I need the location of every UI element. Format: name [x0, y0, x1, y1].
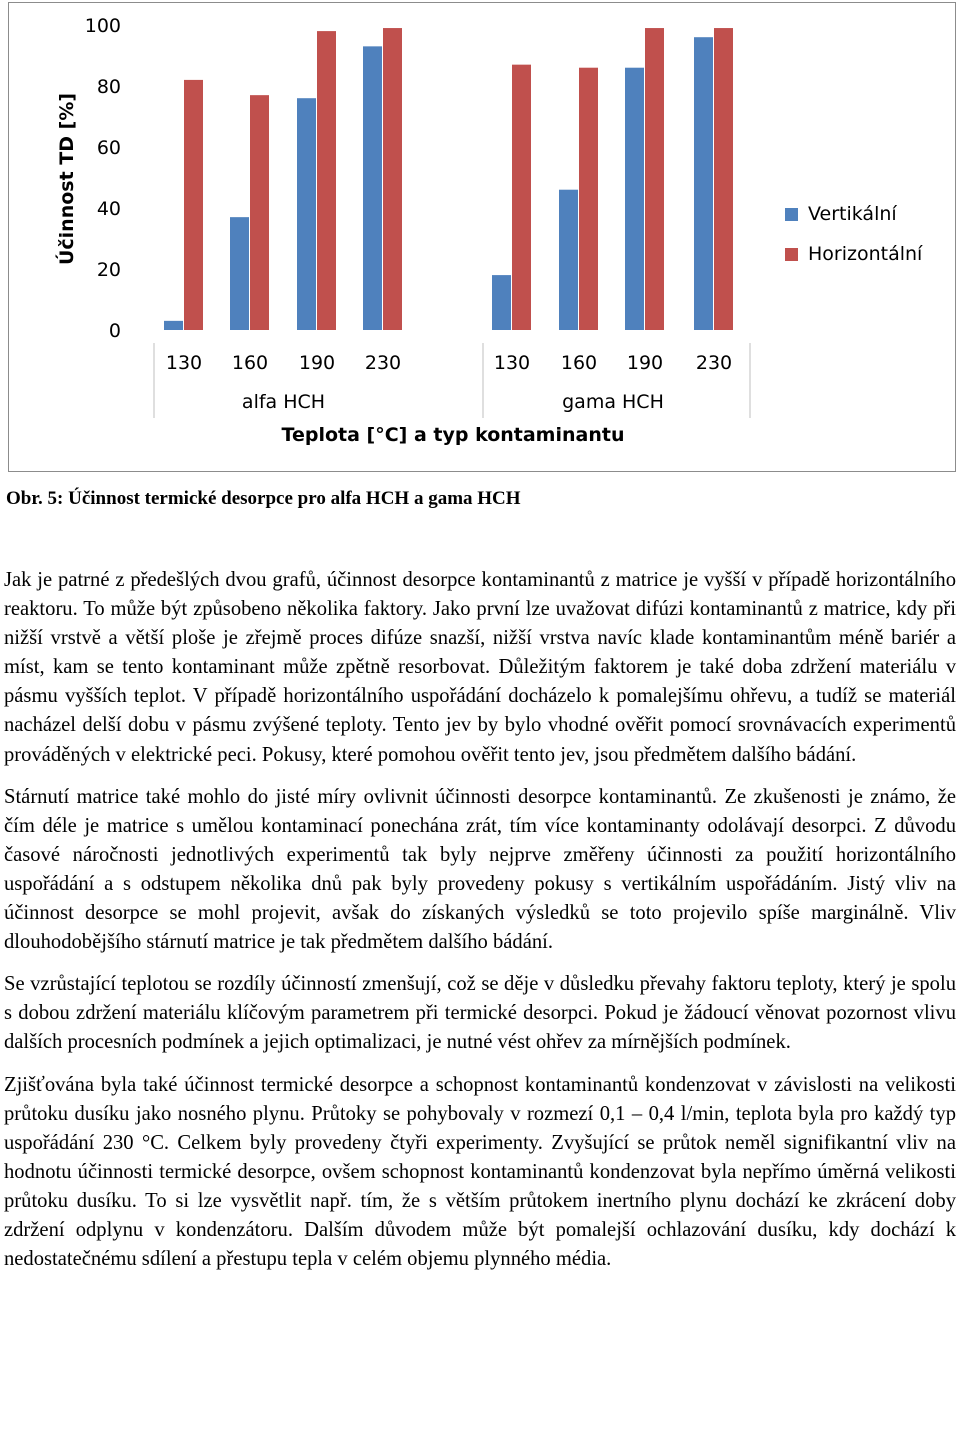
bar-vertikální — [492, 275, 511, 330]
legend-label: Vertikální — [808, 203, 897, 225]
group-label: alfa HCH — [241, 391, 326, 413]
bar-horizontální — [317, 31, 336, 330]
bar-vertikální — [625, 68, 644, 330]
x-tick-label: 230 — [364, 352, 402, 374]
caption-label: Obr. 5: — [6, 488, 64, 509]
y-axis-label: Účinnost TD [%] — [56, 92, 78, 266]
legend-label: Horizontální — [808, 243, 923, 265]
caption-text: Účinnost termické desorpce pro alfa HCH a gama HCH — [68, 488, 521, 509]
y-tick-label: 60 — [96, 137, 121, 159]
x-tick-label: 230 — [695, 352, 733, 374]
bar-horizontální — [714, 28, 733, 330]
bar-chart — [9, 3, 954, 470]
figure-caption — [6, 488, 954, 510]
legend-swatch — [785, 208, 798, 221]
paragraph: Jak je patrné z předešlých dvou grafů, účinnost desorpce kontaminantů z matrice je vyšší v případě horizontálního reaktoru. To může být způsobeno několika faktory. Jako první lze uvažovat difúzi kontaminantů z matrice, kdy při nižší vrstvě a větší ploše je zřejmě proces difúze snazší, nižší vrstva navíc klade kontaminantům méně bariér a míst, kam se tento kontaminant může zpětně resorbovat. Důležitým faktorem je také doba zdržení materiálu v pásmu vyšších teplot. V případě horizontálního uspořádání docházelo k pomalejšímu ohřevu, a tudíž se materiál nacházel delší dobu v pásmu zvýšené teploty. Tento jev by bylo vhodné ověřit pomocí srovnávacích experimentů prováděných v elektrické peci. Pokusy, které pomohou ověřit tento jev, jsou předmětem dalšího bádání. — [4, 569, 956, 766]
bar-horizontální — [250, 95, 269, 330]
paragraph: Zjišťována byla také účinnost termické desorpce a schopnost kontaminantů kondenzovat v závislosti na velikosti průtoku dusíku jako nosného plynu. Průtoky se pohybovaly v rozmezí 0,1 – 0,4 l/min, teplota byla pro každý typ uspořádání 230 °C. Celkem byly provedeny čtyři experimenty. Zvyšující se průtok neměl signifikantní vliv na hodnotu účinnosti termické desorpce, ovšem schopnost kontaminantů kondenzovat byla nepřímo úměrná velikosti průtoku dusíku. To si lze vysvětlit např. tím, že s větším průtokem inertního plynu dochází ke zkrácení doby zdržení odplynu v kondenzátoru. Dalším důvodem může být pomalejší ochlazování dusíku, kdy dochází k nedostatečnému sdílení a přestupu tepla v celém objemu plynného média. — [4, 1073, 956, 1271]
bar-horizontální — [383, 28, 402, 330]
y-tick-label: 20 — [96, 259, 121, 281]
x-tick-label: 160 — [560, 352, 598, 374]
group-label: gama HCH — [562, 391, 664, 413]
bar-vertikální — [230, 217, 249, 330]
x-tick-label: 190 — [298, 352, 336, 374]
y-tick-label: 100 — [84, 15, 121, 37]
x-axis-label: Teplota [°C] a typ kontaminantu — [281, 424, 625, 446]
figure-frame — [8, 2, 956, 472]
x-tick-label: 190 — [626, 352, 664, 374]
legend-swatch — [785, 248, 798, 261]
x-tick-label: 130 — [493, 352, 531, 374]
y-tick-label: 80 — [96, 76, 121, 98]
x-tick-label: 160 — [231, 352, 269, 374]
bar-vertikální — [694, 37, 713, 330]
paragraph: Se vzrůstající teplotou se rozdíly účinností zmenšují, což se děje v důsledku převahy faktoru teploty, který je spolu s dobou zdržení materiálu klíčovým parametrem při termické desorpci. Pokud je žádoucí věnovat pozornost vlivu dalších procesních podmínek a jejich optimalizaci, je nutné vést ohřev za mírnějších podmínek. — [4, 973, 956, 1054]
bar-vertikální — [297, 98, 316, 330]
bar-vertikální — [164, 321, 183, 330]
x-tick-label: 130 — [165, 352, 203, 374]
bar-horizontální — [184, 80, 203, 330]
y-tick-label: 40 — [96, 198, 121, 220]
bar-vertikální — [559, 190, 578, 330]
body-text — [4, 566, 956, 1287]
bar-horizontální — [512, 65, 531, 330]
bar-horizontální — [579, 68, 598, 330]
paragraph: Stárnutí matrice také mohlo do jisté míry ovlivnit účinnosti desorpce kontaminantů. Ze zkušenosti je známo, že čím déle je matrice s umělou kontaminací ponechána zrát, tím více kontaminanty odolávají desorpci. Z důvodu časové náročnosti jednotlivých experimentů tak byly nejprve změřeny účinnosti za použití horizontálního uspořádání a s odstupem několika dnů pak byly provedeny pokusy s vertikálním uspořádáním. Jistý vliv na účinnost desorpce se mohl projevit, avšak do získaných výsledků se toto projevilo spíše marginálně. Vliv dlouhodobějšího stárnutí matrice je tak předmětem dalšího bádání. — [4, 785, 956, 954]
y-tick-label: 0 — [108, 320, 121, 342]
bar-vertikální — [363, 46, 382, 330]
bar-horizontální — [645, 28, 664, 330]
